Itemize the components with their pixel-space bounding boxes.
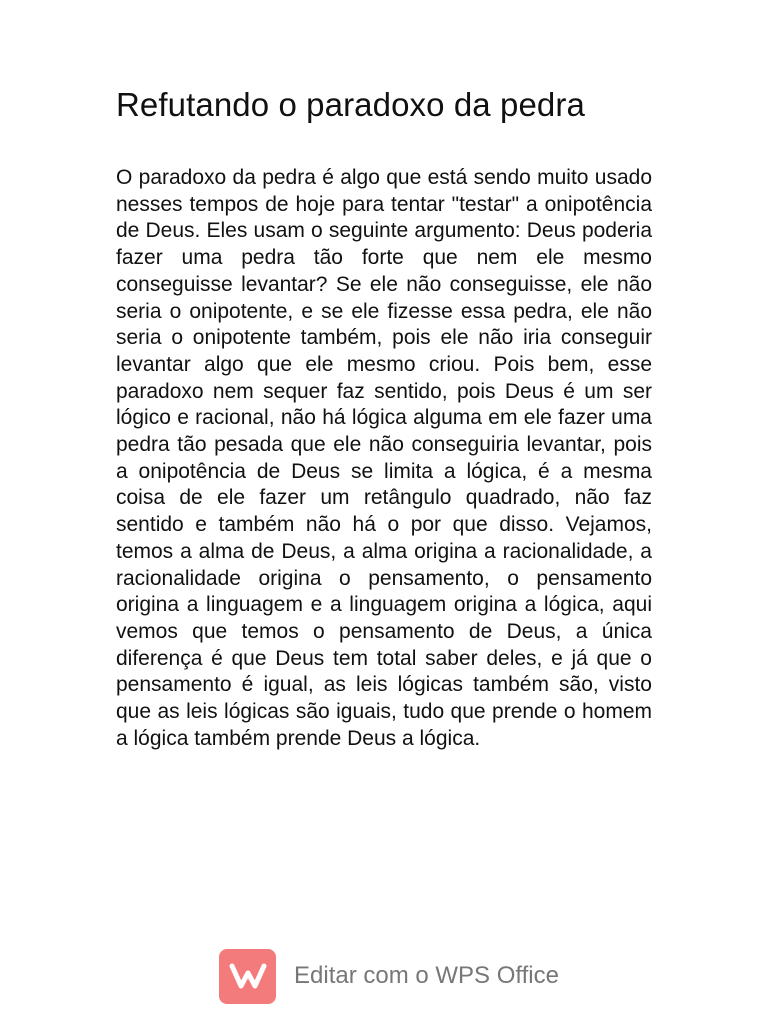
wps-office-logo-icon xyxy=(219,949,276,1004)
document-title: Refutando o paradoxo da pedra xyxy=(116,86,585,123)
document-body: O paradoxo da pedra é algo que está sendo muito usado nesses tempos de hoje para tentar "testar" a onipotência de Deus. Eles usam o seguinte argumento: Deus poderia fazer uma pedra tão forte que nem ele mesmo conseguisse levantar? Se ele não conseguisse, ele não seria o onipotente, e se ele fizesse essa pedra, ele não seria o onipotente também, pois ele não iria conseguir levantar algo que ele mesmo criou. Pois bem, esse paradoxo nem sequer faz sentido, pois Deus é um ser lógico e racional, não há lógica alguma em ele fazer uma pedra tão pesada que ele não conseguiria levantar, pois a onipotência de Deus se limita a lógica, é a mesma coisa de ele fazer um retângulo quadrado, não faz sentido e também não há o por que disso. Vejamos, temos a alma de Deus, a alma origina a racionalidade, a racionalidade origina o pensamento, o pensamento origina a linguagem e a linguagem origina a lógica, aqui vemos que temos o pensamento de Deus, a única diferença é que Deus tem total saber deles, e já que o pensamento é igual, as leis lógicas também são, visto que as leis lógicas são iguais, tudo que prende o homem a lógica também prende Deus a lógica. xyxy=(116,166,652,750)
edit-with-wps-office-link[interactable] xyxy=(219,948,559,1004)
edit-with-wps-office-label: Editar com o WPS Office xyxy=(294,962,559,989)
